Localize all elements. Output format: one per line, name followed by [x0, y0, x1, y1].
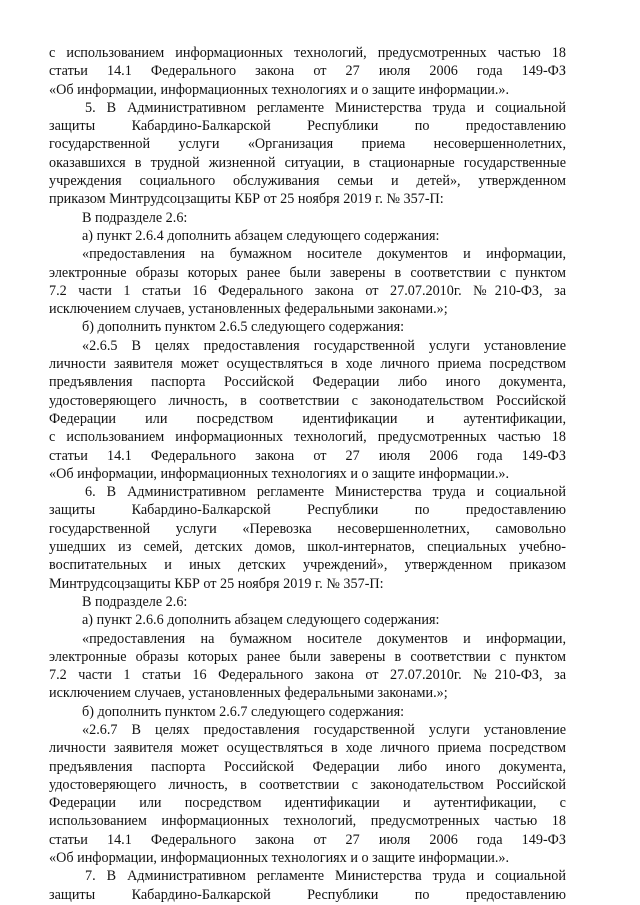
text-line: статьи 14.1 Федерального закона от 27 июля 2006 года 149-ФЗ: [49, 63, 566, 80]
text-line: Минтрудсоцзащиты КБР от 25 ноября 2019 г. № 357-П:: [49, 575, 384, 592]
text-line: 7. В Административном регламенте Министерства труда и социальной: [85, 868, 566, 885]
text-line: защиты Кабардино-Балкарской Республики по предоставлению: [49, 118, 566, 135]
text-line: б) дополнить пунктом 2.6.7 следующего содержания:: [82, 703, 405, 720]
document-body: [49, 44, 566, 904]
text-line: «Об информации, информационных технологиях и о защите информации.».: [49, 850, 510, 867]
text-line: приказом Минтрудсоцзащиты КБР от 25 ноября 2019 г. № 357-П:: [49, 191, 444, 208]
text-line: защиты Кабардино-Балкарской Республики по предоставлению: [49, 502, 566, 519]
text-line: удостоверяющего личность, в соответствии с законодательством Российской: [49, 392, 566, 409]
text-line: 7.2 части 1 статьи 16 Федерального закона от 27.07.2010г. №210-ФЗ, за: [49, 282, 566, 299]
text-line: «Об информации, информационных технологиях и о защите информации.».: [49, 465, 510, 482]
text-line: с использованием информационных технологий, предусмотренных частью 18: [49, 45, 566, 61]
text-line: ушедших из семей, детских домов, школ-интернатов, специальных учебно-: [49, 539, 566, 556]
text-line: учреждения социального обслуживания семьи и детей», утвержденном: [49, 173, 566, 190]
text-line: Федерации или посредством идентификации и аутентификации,: [49, 410, 566, 427]
text-line: предъявления паспорта Российской Федерации либо иного документа,: [49, 758, 566, 775]
text-line: оказавшихся в трудной жизненной ситуации, в стационарные государственные: [49, 154, 566, 171]
text-line: В подразделе 2.6:: [82, 593, 188, 610]
text-line: предъявления паспорта Российской Федерации либо иного документа,: [49, 374, 566, 391]
text-line: электронные образы которых ранее были заверены в соответствии с пунктом: [49, 264, 566, 281]
text-line: статьи 14.1 Федерального закона от 27 июля 2006 года 149-ФЗ: [49, 831, 566, 848]
text-line: личности заявителя может осуществляться в ходе личного приема посредством: [49, 740, 566, 757]
text-line: 6. В Административном регламенте Министерства труда и социальной: [85, 484, 566, 501]
text-line: В подразделе 2.6:: [82, 209, 188, 226]
text-line: «2.6.7 В целях предоставления государственной услуги установление: [82, 721, 566, 738]
text-line: «Об информации, информационных технологиях и о защите информации.».: [49, 81, 510, 98]
text-line: Федерации или посредством идентификации и аутентификации, с: [49, 795, 566, 812]
text-line: исключением случаев, установленных федеральными законами.»;: [49, 685, 448, 702]
text-line: «предоставления на бумажном носителе документов и информации,: [82, 630, 566, 647]
text-line: государственной услуги «Перевозка несовершеннолетних, самовольно: [49, 520, 566, 537]
text-line: а) пункт 2.6.4 дополнить абзацем следующего содержания:: [82, 227, 440, 244]
text-line: защиты Кабардино-Балкарской Республики по предоставлению: [49, 886, 566, 903]
text-line: «предоставления на бумажном носителе документов и информации,: [82, 246, 566, 263]
text-line: электронные образы которых ранее были заверены в соответствии с пунктом: [49, 648, 566, 665]
text-line: статьи 14.1 Федерального закона от 27 июля 2006 года 149-ФЗ: [49, 447, 566, 464]
text-line: использованием информационных технологий, предусмотренных частью 18: [49, 813, 566, 830]
text-line: государственной услуги «Организация приема несовершеннолетних,: [49, 136, 566, 153]
text-line: исключением случаев, установленных федеральными законами.»;: [49, 301, 448, 318]
text-line: «2.6.5 В целях предоставления государственной услуги установление: [82, 337, 566, 354]
text-line: б) дополнить пунктом 2.6.5 следующего содержания:: [82, 319, 405, 336]
text-line: 7.2 части 1 статьи 16 Федерального закона от 27.07.2010г. №210-ФЗ, за: [49, 667, 566, 684]
text-line: удостоверяющего личность, в соответствии с законодательством Российской: [49, 776, 566, 793]
text-line: с использованием информационных технологий, предусмотренных частью 18: [49, 429, 566, 446]
text-line: личности заявителя может осуществляться в ходе личного приема посредством: [49, 356, 566, 373]
text-line: 5. В Административном регламенте Министерства труда и социальной: [85, 99, 566, 116]
text-line: воспитательных и иных детских учреждений», утвержденном приказом: [49, 557, 566, 574]
text-line: а) пункт 2.6.6 дополнить абзацем следующего содержания:: [82, 612, 440, 629]
